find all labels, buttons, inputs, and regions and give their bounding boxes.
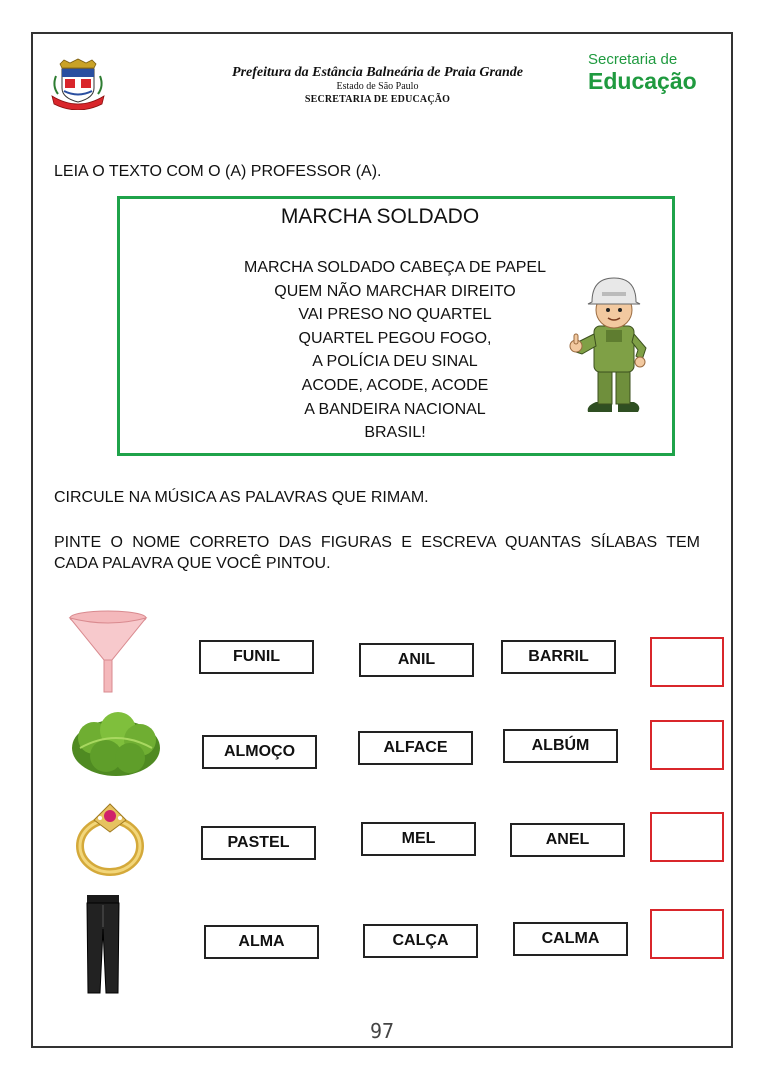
ring-picture — [74, 796, 146, 878]
city-crest-logo — [50, 58, 106, 110]
option-calca[interactable]: CALÇA — [363, 924, 478, 958]
poem-text — [210, 256, 580, 445]
poem-line: VAI PRESO NO QUARTEL — [298, 306, 492, 324]
option-alma[interactable]: ALMA — [204, 925, 319, 959]
option-funil[interactable]: FUNIL — [199, 640, 314, 674]
header — [180, 64, 575, 107]
answer-box-3[interactable] — [650, 812, 724, 862]
poem-line: QUARTEL PEGOU FOGO, — [298, 329, 492, 347]
poem-title: MARCHA SOLDADO — [280, 205, 480, 228]
answer-box-2[interactable] — [650, 720, 724, 770]
instruction-paint: PINTE O NOME CORRETO DAS FIGURAS E ESCREVA QUANTAS SÍLABAS TEM CADA PALAVRA QUE VOCÊ PINTOU. — [54, 534, 700, 572]
answer-box-4[interactable] — [650, 909, 724, 959]
instruction-read: LEIA O TEXTO COM O (A) PROFESSOR (A). — [54, 163, 382, 180]
option-barril[interactable]: BARRIL — [501, 640, 616, 674]
soldier-illustration — [566, 272, 654, 414]
option-calma[interactable]: CALMA — [513, 922, 628, 956]
page-number: 97 — [369, 1019, 395, 1043]
option-alface[interactable]: ALFACE — [358, 731, 473, 765]
instruction-circle: CIRCULE NA MÚSICA AS PALAVRAS QUE RIMAM. — [54, 489, 429, 506]
header-state: Estado de São Paulo — [336, 81, 419, 92]
poem-line: QUEM NÃO MARCHAR DIREITO — [274, 282, 516, 300]
option-mel[interactable]: MEL — [361, 822, 476, 856]
logo-line1: Secretaria de — [588, 51, 678, 68]
option-album[interactable]: ALBÚM — [503, 729, 618, 763]
option-pastel[interactable]: PASTEL — [201, 826, 316, 860]
option-anel[interactable]: ANEL — [510, 823, 625, 857]
logo-line2: Educação — [588, 68, 697, 94]
option-almoco[interactable]: ALMOÇO — [202, 735, 317, 769]
header-department: SECRETARIA DE EDUCAÇÃO — [304, 94, 451, 105]
poem-line: ACODE, ACODE, ACODE — [301, 376, 489, 394]
header-city: Prefeitura da Estância Balneária de Praia Grande — [232, 65, 523, 80]
poem-line: A POLÍCIA DEU SINAL — [312, 353, 478, 371]
funnel-picture — [68, 610, 148, 694]
pants-picture — [84, 893, 122, 995]
poem-line: MARCHA SOLDADO CABEÇA DE PAPEL — [243, 259, 546, 276]
poem-line: BRASIL! — [364, 424, 426, 442]
answer-box-1[interactable] — [650, 637, 724, 687]
poem-line: A BANDEIRA NACIONAL — [304, 400, 486, 418]
lettuce-picture — [70, 708, 162, 778]
secretaria-educacao-logo — [588, 52, 697, 94]
option-anil[interactable]: ANIL — [359, 643, 474, 677]
